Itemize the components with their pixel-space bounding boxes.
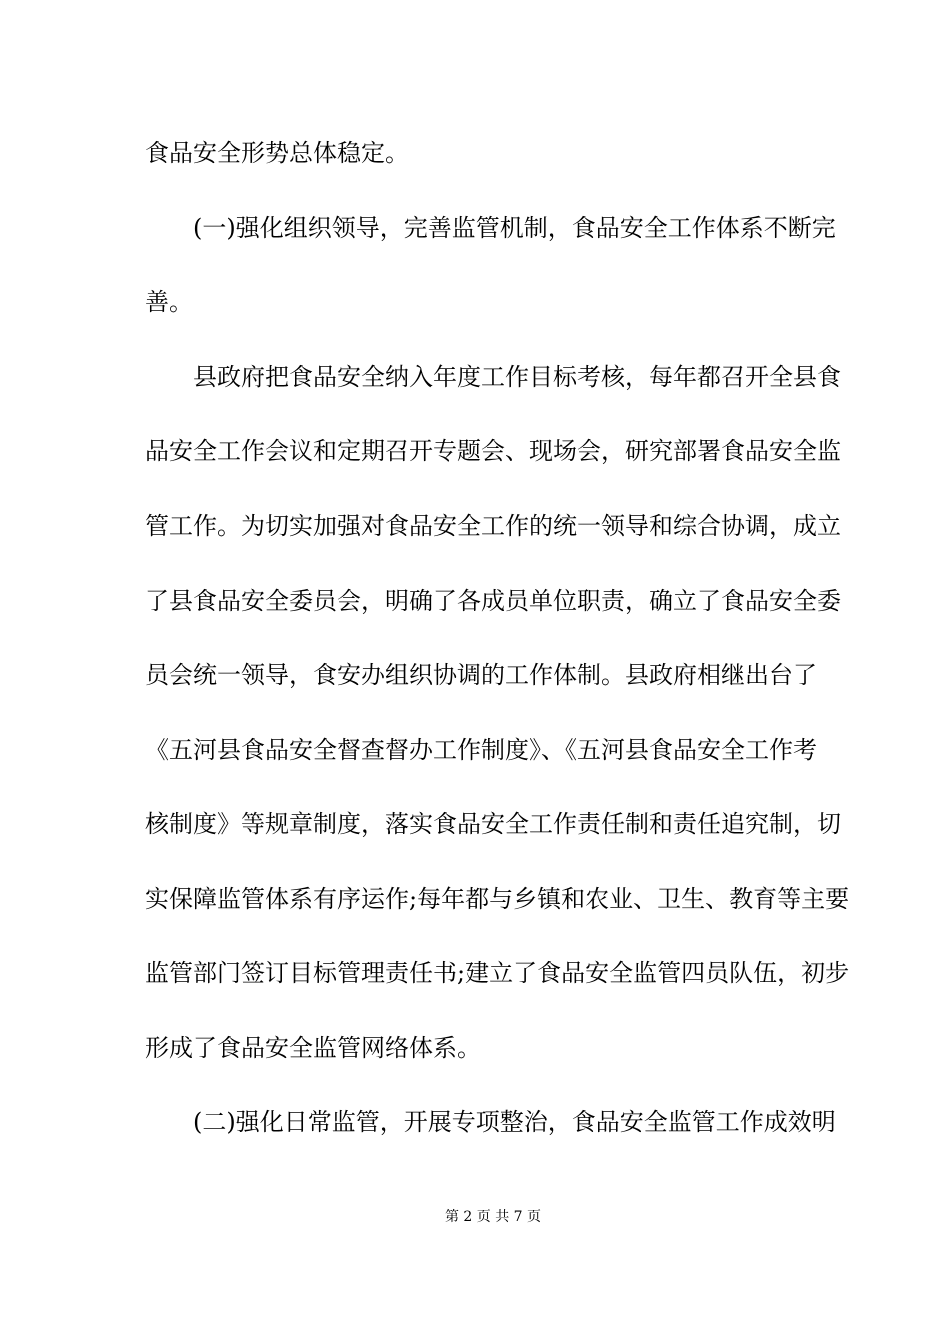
text-line: 善。: [145, 288, 193, 316]
section-heading-2: (二)强化日常监管，开展专项整治，食品安全监管工作成效明: [193, 1108, 836, 1136]
section-heading-1: (一)强化组织领导，完善监管机制，食品安全工作体系不断完: [193, 214, 836, 242]
text-line: 管工作。为切实加强对食品安全工作的统一领导和综合协调，成立: [145, 512, 841, 540]
text-line: 了县食品安全委员会，明确了各成员单位职责，确立了食品安全委: [145, 587, 841, 615]
paragraph-start: 县政府把食品安全纳入年度工作目标考核，每年都召开全县食: [193, 363, 841, 391]
text-line: 员会统一领导，食安办组织协调的工作体制。县政府相继出台了: [145, 661, 817, 689]
text-line: 实保障监管体系有序运作;每年都与乡镇和农业、卫生、教育等主要: [145, 885, 850, 913]
text-line: 食品安全形势总体稳定。: [145, 139, 409, 167]
text-line: 形成了食品安全监管网络体系。: [145, 1034, 481, 1062]
text-line: 品安全工作会议和定期召开专题会、现场会，研究部署食品安全监: [145, 437, 841, 465]
text-line: 核制度》等规章制度，落实食品安全工作责任制和责任追究制，切: [145, 810, 841, 838]
text-line: 监管部门签订目标管理责任书;建立了食品安全监管四员队伍，初步: [145, 959, 850, 987]
text-line: 《五河县食品安全督查督办工作制度》、《五河县食品安全工作考: [145, 736, 817, 764]
page-number-footer: 第 2 页 共 7 页: [444, 1209, 542, 1225]
